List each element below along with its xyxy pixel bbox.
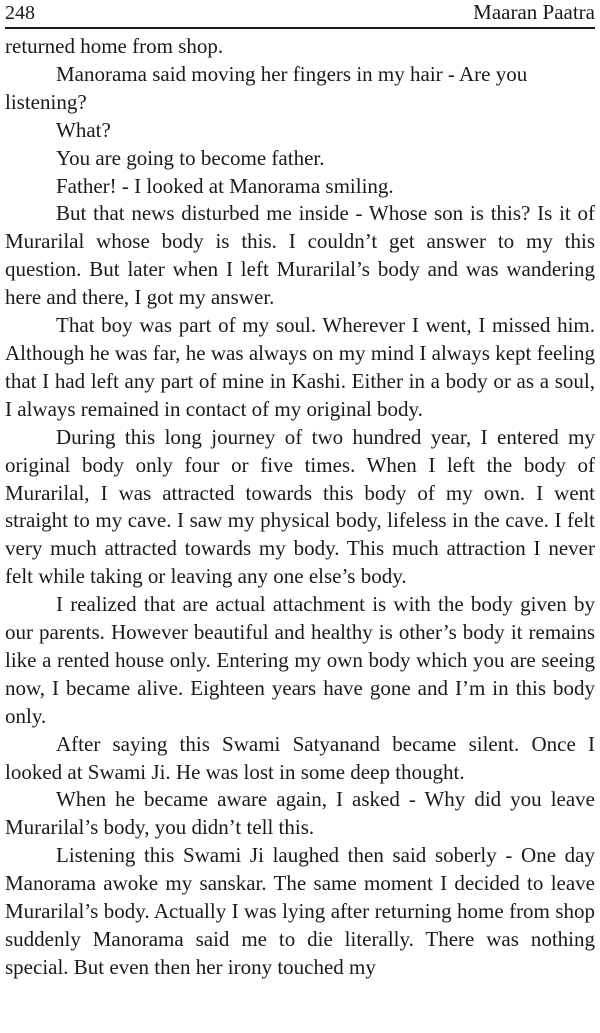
paragraph: But that news disturbed me inside - Whose son is this? Is it of Murarilal whose body is this. I couldn’t get answer to my this question. But later when I left Murarilal’s body and was wandering here and there, I got my answer. (5, 201, 595, 310)
paragraph: Father! - I looked at Manorama smiling. (56, 173, 394, 198)
paragraph: I realized that are actual attachment is with the body given by our parents. However beautiful and healthy is other’s body it remains like a rented house only. Entering my own body which you are seeing now, I became alive. Eighteen years have gone and I’m in this body only. (5, 592, 595, 728)
running-title: Maaran Paatra (473, 0, 595, 24)
paragraph: During this long journey of two hundred year, I entered my original body only four or five times. When I left the body of Murarilal, I was attracted towards this body of my own. I went straight to my cave. I saw my physical body, lifeless in the cave. I felt very much attracted towards my body. This much attraction I never felt while taking or leaving any one else’s body. (5, 424, 595, 589)
paragraph: What? (56, 117, 111, 142)
header-rule (5, 27, 595, 29)
paragraph: When he became aware again, I asked - Why did you leave Murarilal’s body, you didn’t tell this. (5, 787, 595, 840)
paragraph: returned home from shop. (5, 34, 224, 58)
page-header (5, 0, 595, 26)
paragraph: You are going to become father. (56, 145, 325, 170)
page-number: 248 (5, 2, 35, 24)
body-text (5, 33, 595, 982)
paragraph: Manorama said moving her fingers in my hair - Are you listening? (5, 61, 528, 114)
paragraph: That boy was part of my soul. Wherever I went, I missed him. Although he was far, he was always on my mind I always kept feeling that I had left any part of mine in Kashi. Either in a body or as a soul, I always remained in contact of my original body. (5, 313, 595, 421)
paragraph: Listening this Swami Ji laughed then said soberly - One day Manorama awoke my sanskar. The same moment I decided to leave Murarilal’s body. Actually I was lying after returning home from shop suddenly Manorama said me to die literally. There was nothing special. But even then her irony touched my (5, 843, 595, 979)
paragraph: After saying this Swami Satyanand became silent. Once I looked at Swami Ji. He was lost in some deep thought. (5, 731, 595, 784)
